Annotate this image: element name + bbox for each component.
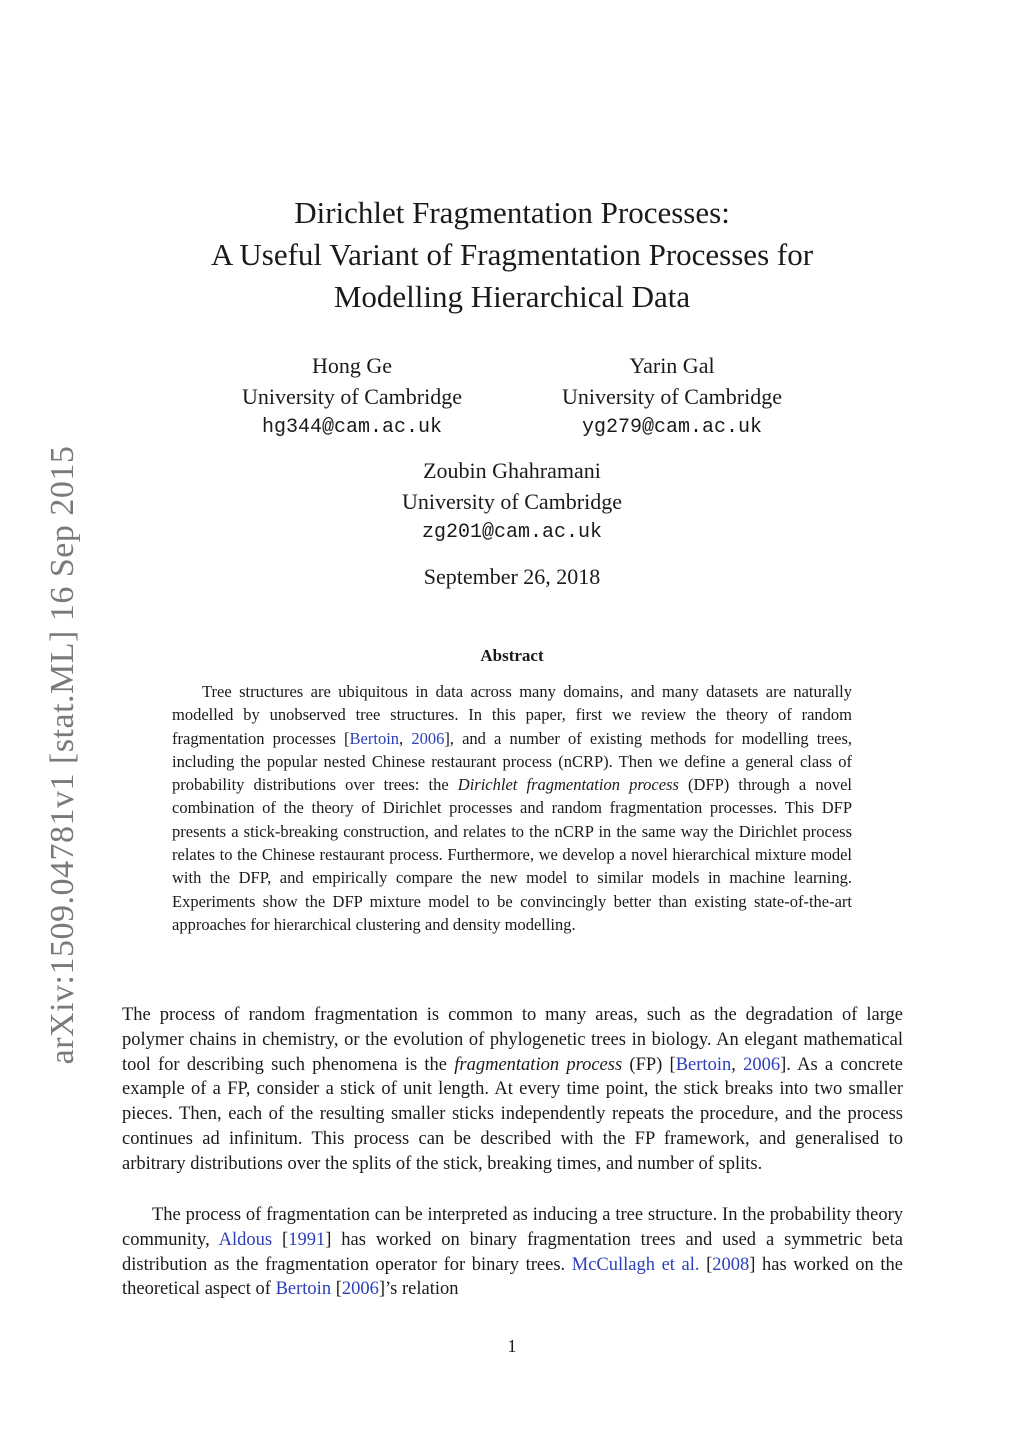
abstract-text: [172, 680, 852, 936]
body-text-segment: The process of random fragmentation is common to many areas, such as the degradation of large polymer chains in chemistry, or the evolution of phylogenetic trees in biology. An elegant mathematical tool for describing such phenomena is the: [122, 1005, 903, 1075]
abstract-text-segment: (DFP) through a novel combination of the theory of Dirichlet processes and random fragmentation processes. This DFP presents a stick-breaking construction, and relates to the nCRP in the same way the Dirichlet process relates to the Chinese restaurant process. Furthermore, we develop a novel hierarchical mixture model with the DFP, and empirically compare the new model to similar models in machine learning. Experiments show the DFP mixture model to be convincingly better than existing state-of-the-art approaches for hierarchical clustering and density modelling.: [172, 775, 852, 934]
title-line: Dirichlet Fragmentation Processes:: [294, 195, 730, 230]
citation-link[interactable]: 2006: [341, 1279, 379, 1300]
author-block: [532, 350, 812, 443]
citation-link[interactable]: Bertoin: [349, 728, 400, 748]
author-affiliation: University of Cambridge: [562, 384, 782, 409]
body-text-segment: [: [699, 1254, 713, 1275]
body-text-segment: The process of fragmentation can be interpreted as inducing a tree structure. In the probability theory community,: [122, 1205, 903, 1250]
arxiv-identifier-stamp: arXiv:1509.04781v1 [stat.ML] 16 Sep 2015: [44, 445, 81, 1065]
citation-separator: ,: [399, 728, 412, 748]
author-name: Yarin Gal: [629, 353, 715, 378]
citation-link[interactable]: McCullagh et al.: [571, 1254, 700, 1275]
citation-link[interactable]: 2006: [743, 1054, 781, 1075]
author-block: [212, 350, 492, 443]
publication-date: September 26, 2018: [423, 564, 601, 589]
title-line: Modelling Hierarchical Data: [333, 279, 691, 314]
author-email: zg201@cam.ac.uk: [421, 521, 603, 544]
citation-link[interactable]: Bertoin: [675, 1054, 732, 1075]
paper-title: [120, 192, 904, 318]
page-number: 1: [507, 1336, 517, 1356]
author-affiliation: University of Cambridge: [402, 489, 622, 514]
author-email: yg279@cam.ac.uk: [581, 416, 763, 439]
body-text-segment: ]’s relation: [378, 1279, 459, 1300]
body-paragraph: [122, 1003, 903, 1177]
body-text-segment: ] has worked on binary fragmentation trees and used a symmetric beta distribution as the fragmentation operator for binary trees.: [122, 1229, 903, 1275]
abstract-text-segment: Tree structures are ubiquitous in data across many domains, and many datasets are naturally modelled by unobserved tree structures. In this paper, first we review the theory of random fragmentation processes [: [172, 682, 852, 748]
dfp-term: Dirichlet fragmentation process: [457, 775, 679, 795]
author-affiliation: University of Cambridge: [242, 384, 462, 409]
author-name: Zoubin Ghahramani: [423, 458, 601, 483]
citation-link[interactable]: Bertoin: [275, 1279, 332, 1300]
body-text-segment: ] has worked on the theoretical aspect of: [122, 1254, 903, 1300]
author-email: hg344@cam.ac.uk: [261, 416, 443, 439]
citation-link[interactable]: Aldous: [218, 1229, 273, 1250]
citation-link[interactable]: 2006: [411, 728, 445, 748]
body-text-segment: ]. As a concrete example of a FP, consider a stick of unit length. At every time point, the stick breaks into two smaller pieces. Then, each of the resulting smaller sticks independently repeats the procedure, and the process continues ad infinitum. This process can be described with the FP framework, and generalised to arbitrary distributions over the splits of the stick, breaking times, and number of splits.: [122, 1054, 904, 1174]
citation-separator: ,: [731, 1054, 744, 1075]
body-text-segment: [: [331, 1279, 342, 1300]
body-text-segment: [: [272, 1229, 289, 1250]
body-text-segment: (FP) [: [622, 1054, 676, 1075]
citation-link[interactable]: 1991: [288, 1229, 326, 1250]
abstract-heading: Abstract: [480, 646, 544, 665]
citation-link[interactable]: 2008: [712, 1254, 750, 1275]
abstract-text-segment: ], and a number of existing methods for modelling trees, including the popular nested Chinese restaurant process (nCRP). Then we define a general class of probability distributions over trees: the: [172, 728, 853, 795]
fp-term: fragmentation process: [454, 1054, 623, 1075]
body-paragraph: [122, 1203, 903, 1302]
author-name: Hong Ge: [311, 353, 393, 378]
title-line: A Useful Variant of Fragmentation Processes for: [210, 237, 814, 272]
author-block: [362, 455, 662, 548]
